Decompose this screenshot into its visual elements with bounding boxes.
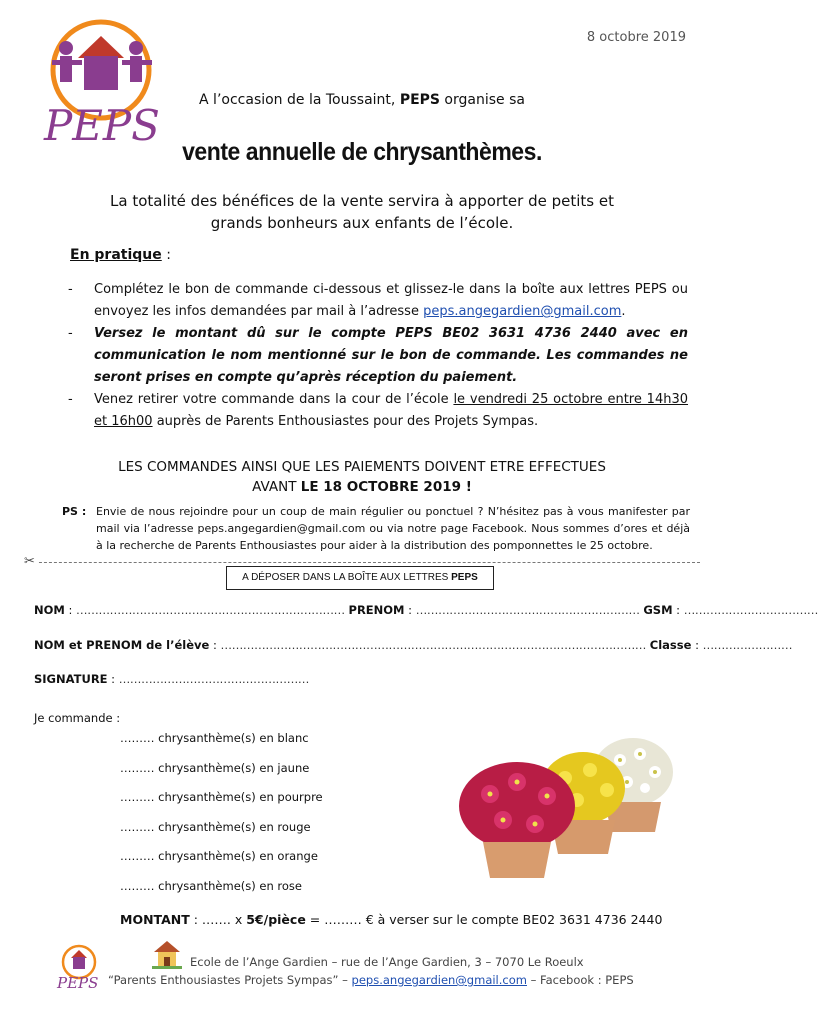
intro-line: A l’occasion de la Toussaint, PEPS organise sa [199,92,525,108]
order-items [120,727,323,904]
svg-text:PEPS: PEPS [44,101,160,150]
deposit-box-label: A DÉPOSER DANS LA BOÎTE AUX LETTRES PEPS [226,566,494,590]
order-item-rose[interactable]: ……… chrysanthème(s) en rose [120,878,302,893]
order-item-pourpre[interactable]: ……… chrysanthème(s) en pourpre [120,790,323,804]
student-name-field[interactable]: …………………………………………………………………………………………………… [220,638,647,652]
cut-line [24,562,700,563]
footer-address: Ecole de l’Ange Gardien – rue de l’Ange Gardien, 3 – 7070 Le Roeulx [190,955,584,969]
montant-line: MONTANT : ……. x 5€/pièce = ……… € à verser sur le compte BE02 3631 4736 2440 [120,912,663,927]
peps-logo [38,18,160,150]
pratique-item-order: - Complétez le bon de commande ci-dessous et glissez-le dans la boîte aux lettres PEPS ou envoyez les infos demandées par mail à l’adresse peps.angegardien@gmail.com. [68,282,688,319]
orders-deadline-notice: LES COMMANDES AINSI QUE LES PAIEMENTS DOIVENT ETRE EFFECTUES AVANT LE 18 OCTOBRE 2019 ! [118,459,606,495]
order-item-rouge[interactable]: ……… chrysanthème(s) en rouge [120,819,311,834]
order-item-blanc[interactable]: ……… chrysanthème(s) en blanc [120,731,309,745]
peps-footer-logo [55,944,99,990]
headline: vente annuelle de chrysanthèmes. [182,138,542,166]
order-item-jaune[interactable]: ……… chrysanthème(s) en jaune [120,760,310,775]
classe-field[interactable]: …………………… [702,638,793,652]
pratique-list [68,279,688,433]
form-row-name: NOM : ……………………………………………………………… PRENOM : …………………………………………………… GSM : ……………………………… [34,603,818,617]
gsm-field[interactable]: ……………………………… [683,603,818,617]
school-house-icon [152,938,182,970]
signature-field[interactable]: …………………………………………… [118,672,310,686]
footer-contact: “Parents Enthousiastes Projets Sympas” – peps.angegardien@gmail.com – Facebook : PEPS [108,973,634,987]
pratique-item-payment: - Versez le montant dû sur le compte PEPS BE02 3631 4736 2440 avec en communication le nom mentionné sur le bon de commande. Les commandes ne seront prises en compte qu’après réception du paiement. [68,326,688,385]
form-row-signature: SIGNATURE : …………………………………………… [34,672,310,686]
commande-label: Je commande : [34,711,121,725]
form-row-student: NOM et PRENOM de l’élève : …………………………………………………………………………………………………… Classe : …………………… [34,638,793,652]
svg-text:PEPS: PEPS [57,974,99,992]
prenom-field[interactable]: …………………………………………………… [415,603,640,617]
chrysanthemum-pots-image [455,730,680,880]
footer-email-link[interactable]: peps.angegardien@gmail.com [351,973,527,987]
scissors-icon: ✂ [24,554,35,569]
ps-note: PS : Envie de nous rejoindre pour un coup de main régulier ou ponctuel ? N’hésitez pas à vous manifester par mail via l’adresse peps.angegardien@gmail.com ou via notre page Facebook. Nous sommes d’ores et déjà à la recherche de Parents Enthousiastes pour aider à la distribution des pomponnettes le 25 octobre. [62,505,690,552]
nom-field[interactable]: ……………………………………………………………… [76,603,345,617]
email-link[interactable]: peps.angegardien@gmail.com [423,304,622,319]
document-date: 8 octobre 2019 [586,30,686,45]
pratique-title: En pratique : [70,247,171,263]
order-item-orange[interactable]: ……… chrysanthème(s) en orange [120,849,318,863]
benefits-text: La totalité des bénéfices de la vente servira à apporter de petits et grands bonheurs aux enfants de l’école. [110,192,614,232]
pratique-item-pickup: - Venez retirer votre commande dans la cour de l’école le vendredi 25 octobre entre 14h30 et 16h00 auprès de Parents Enthousiastes pour des Projets Sympas. [68,392,689,429]
